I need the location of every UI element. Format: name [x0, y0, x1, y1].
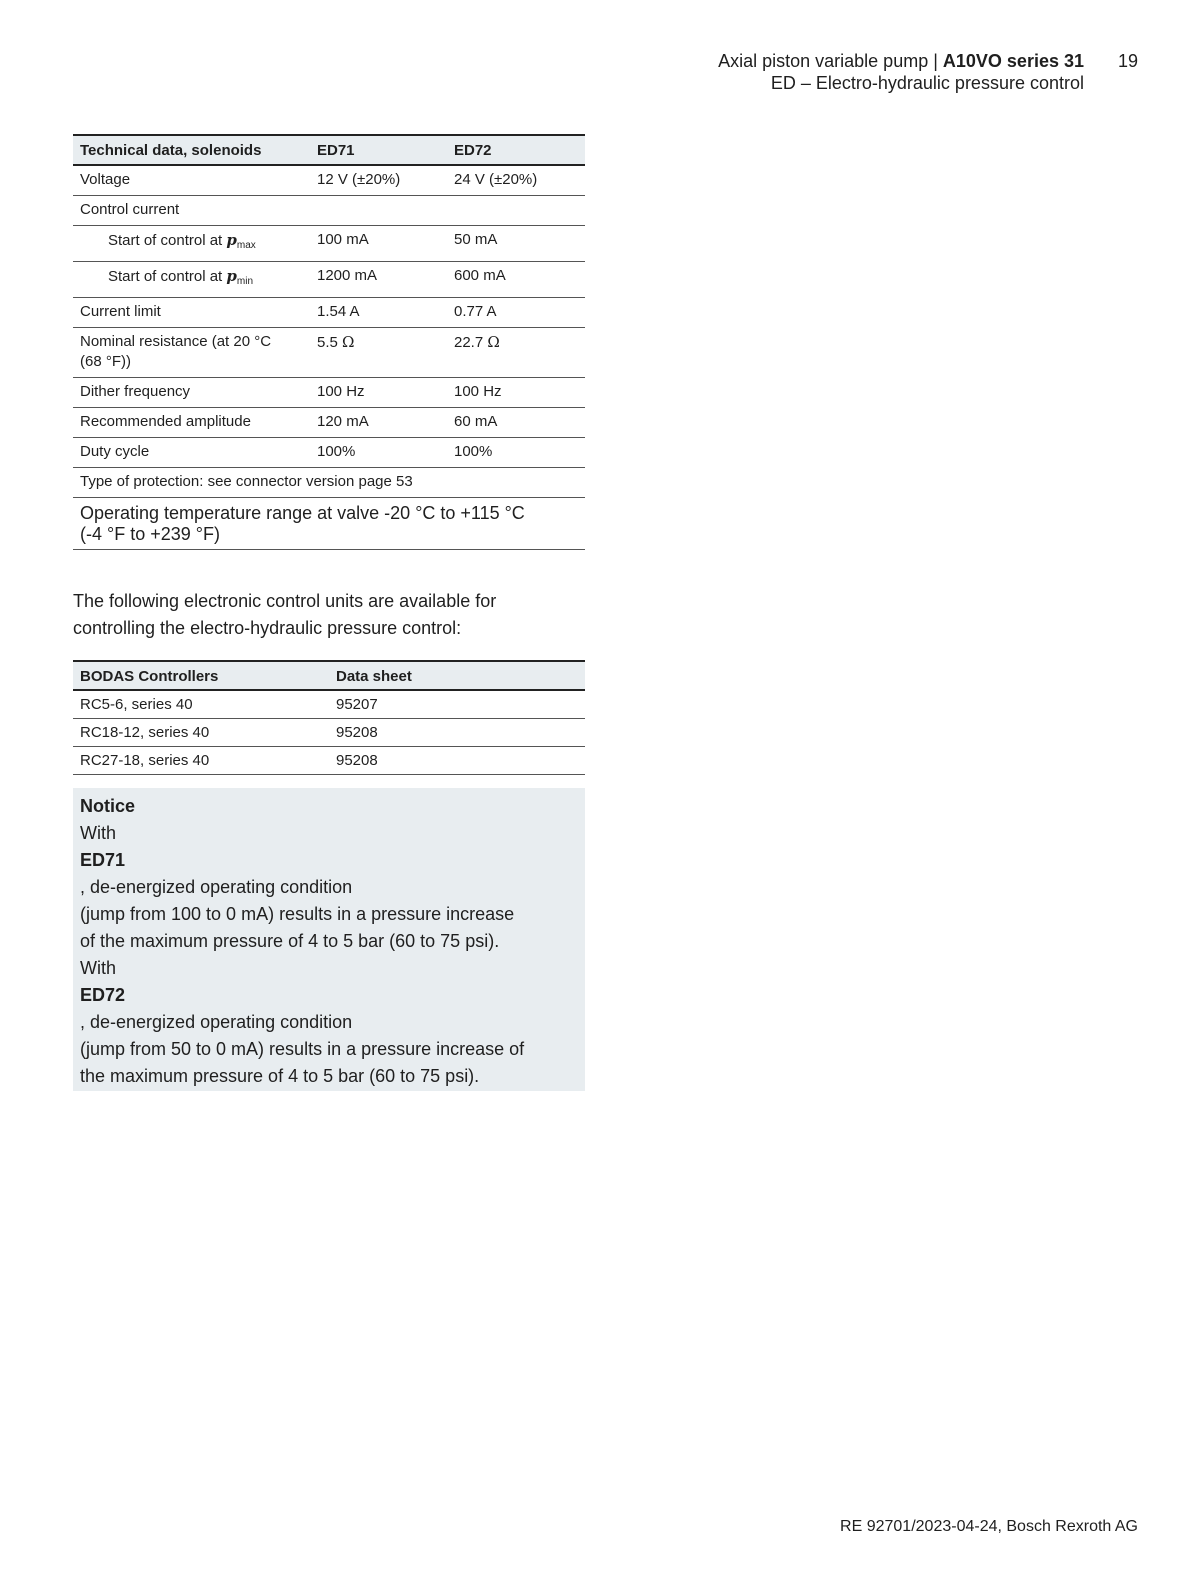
ohm-unit: Ω [342, 333, 355, 351]
controllers-intro-paragraph [73, 588, 585, 642]
table-row [73, 719, 585, 747]
column-header: Data sheet [329, 661, 585, 690]
table-row [73, 690, 585, 719]
notice-title: Notice [80, 796, 136, 816]
bodas-controllers-table [73, 660, 585, 775]
page-header [518, 48, 1138, 98]
notice-text: , de-energized operating condition [80, 877, 353, 897]
column-header: Technical data, solenoids [73, 135, 310, 165]
header-subtitle: ED – Electro-hydraulic pressure control [770, 73, 1084, 93]
solenoid-technical-data-table [73, 134, 585, 550]
table-header-row [73, 661, 585, 690]
page-footer: RE 92701/2023-04-24, Bosch Rexroth AG [840, 1518, 1138, 1535]
header-title-bold: A10VO series 31 [942, 51, 1084, 71]
header-title-prefix: Axial piston variable pump | [718, 51, 943, 71]
notice-line [80, 955, 578, 1036]
operating-temperature-note [73, 498, 585, 550]
cell-ed72: 600 mA [447, 262, 585, 298]
row-label: Recommended amplitude [73, 408, 310, 438]
cell-ed71: 100% [310, 438, 447, 468]
notice-model-ed72: ED72 [80, 985, 126, 1005]
pressure-symbol: p [226, 231, 237, 249]
table-header-row [73, 135, 585, 165]
row-label [73, 226, 310, 262]
cell-ed72: 100 Hz [447, 378, 585, 408]
row-label: Current limit [73, 298, 310, 328]
cell-ed71: 1.54 A [310, 298, 447, 328]
cell-ed71: 100 mA [310, 226, 447, 262]
cell-ed72: 100% [447, 438, 585, 468]
pressure-subscript: max [236, 240, 256, 251]
resistance-value: 22.7 [454, 334, 488, 351]
cell-ed72: 24 V (±20%) [447, 165, 585, 196]
controller-name: RC5-6, series 40 [73, 690, 329, 719]
data-sheet-number: 95208 [329, 747, 585, 775]
row-label-line: (68 °F)) [80, 353, 131, 370]
notice-box [73, 788, 585, 1091]
pressure-subscript: min [236, 276, 254, 287]
pressure-symbol: p [226, 267, 237, 285]
row-label: Control current [73, 196, 585, 226]
main-content [73, 134, 585, 1091]
row-label: Voltage [73, 165, 310, 196]
table-row-nominal-resistance [73, 328, 585, 378]
notice-text: , de-energized operating condition [80, 1012, 353, 1032]
cell-ed72: 0.77 A [447, 298, 585, 328]
operating-temperature-line: Operating temperature range at valve -20 °C to +115 °C [80, 503, 525, 523]
cell-ed72: 50 mA [447, 226, 585, 262]
row-label-line: Nominal resistance (at 20 °C [80, 333, 272, 350]
data-sheet-number: 95207 [329, 690, 585, 719]
table-row-operating-temperature [73, 498, 585, 550]
notice-model-ed71: ED71 [80, 850, 126, 870]
cell-ed71 [310, 328, 447, 378]
cell-ed71: 100 Hz [310, 378, 447, 408]
cell-ed72 [447, 328, 585, 378]
protection-note: Type of protection: see connector version page 53 [73, 468, 585, 498]
table-row-dither-frequency [73, 378, 585, 408]
row-label-text: Start of control at [108, 268, 227, 285]
row-label [73, 262, 310, 298]
table-row-voltage [73, 165, 585, 196]
notice-line: (jump from 100 to 0 mA) results in a pressure increase [80, 904, 515, 924]
ohm-unit: Ω [487, 333, 500, 351]
cell-ed71: 120 mA [310, 408, 447, 438]
table-row-start-pmin [73, 262, 585, 298]
notice-line: of the maximum pressure of 4 to 5 bar (60 to 75 psi). [80, 931, 500, 951]
header-text [718, 50, 1084, 94]
row-label: Dither frequency [73, 378, 310, 408]
table-row-current-limit [73, 298, 585, 328]
cell-ed71: 12 V (±20%) [310, 165, 447, 196]
notice-line: the maximum pressure of 4 to 5 bar (60 to 75 psi). [80, 1066, 480, 1086]
controller-name: RC18-12, series 40 [73, 719, 329, 747]
page-number: 19 [1117, 51, 1138, 71]
row-label-text: Start of control at [108, 232, 227, 249]
cell-ed72: 60 mA [447, 408, 585, 438]
controller-name: RC27-18, series 40 [73, 747, 329, 775]
operating-temperature-line: (-4 °F to +239 °F) [80, 524, 220, 544]
column-header: ED72 [447, 135, 585, 165]
table-row-start-pmax [73, 226, 585, 262]
row-label [73, 328, 310, 378]
cell-ed71: 1200 mA [310, 262, 447, 298]
table-row-protection [73, 468, 585, 498]
data-sheet-number: 95208 [329, 719, 585, 747]
table-row [73, 747, 585, 775]
intro-line: The following electronic control units are available for [73, 591, 497, 611]
notice-text: With [80, 823, 116, 843]
intro-line: controlling the electro-hydraulic pressure control: [73, 618, 462, 638]
table-row-control-current [73, 196, 585, 226]
table-row-recommended-amplitude [73, 408, 585, 438]
notice-line [80, 820, 578, 901]
header-title [718, 50, 1084, 72]
notice-line: (jump from 50 to 0 mA) results in a pressure increase of [80, 1039, 525, 1059]
column-header: BODAS Controllers [73, 661, 329, 690]
notice-text: With [80, 958, 116, 978]
resistance-value: 5.5 [317, 334, 343, 351]
column-header: ED71 [310, 135, 447, 165]
table-row-duty-cycle [73, 438, 585, 468]
row-label: Duty cycle [73, 438, 310, 468]
